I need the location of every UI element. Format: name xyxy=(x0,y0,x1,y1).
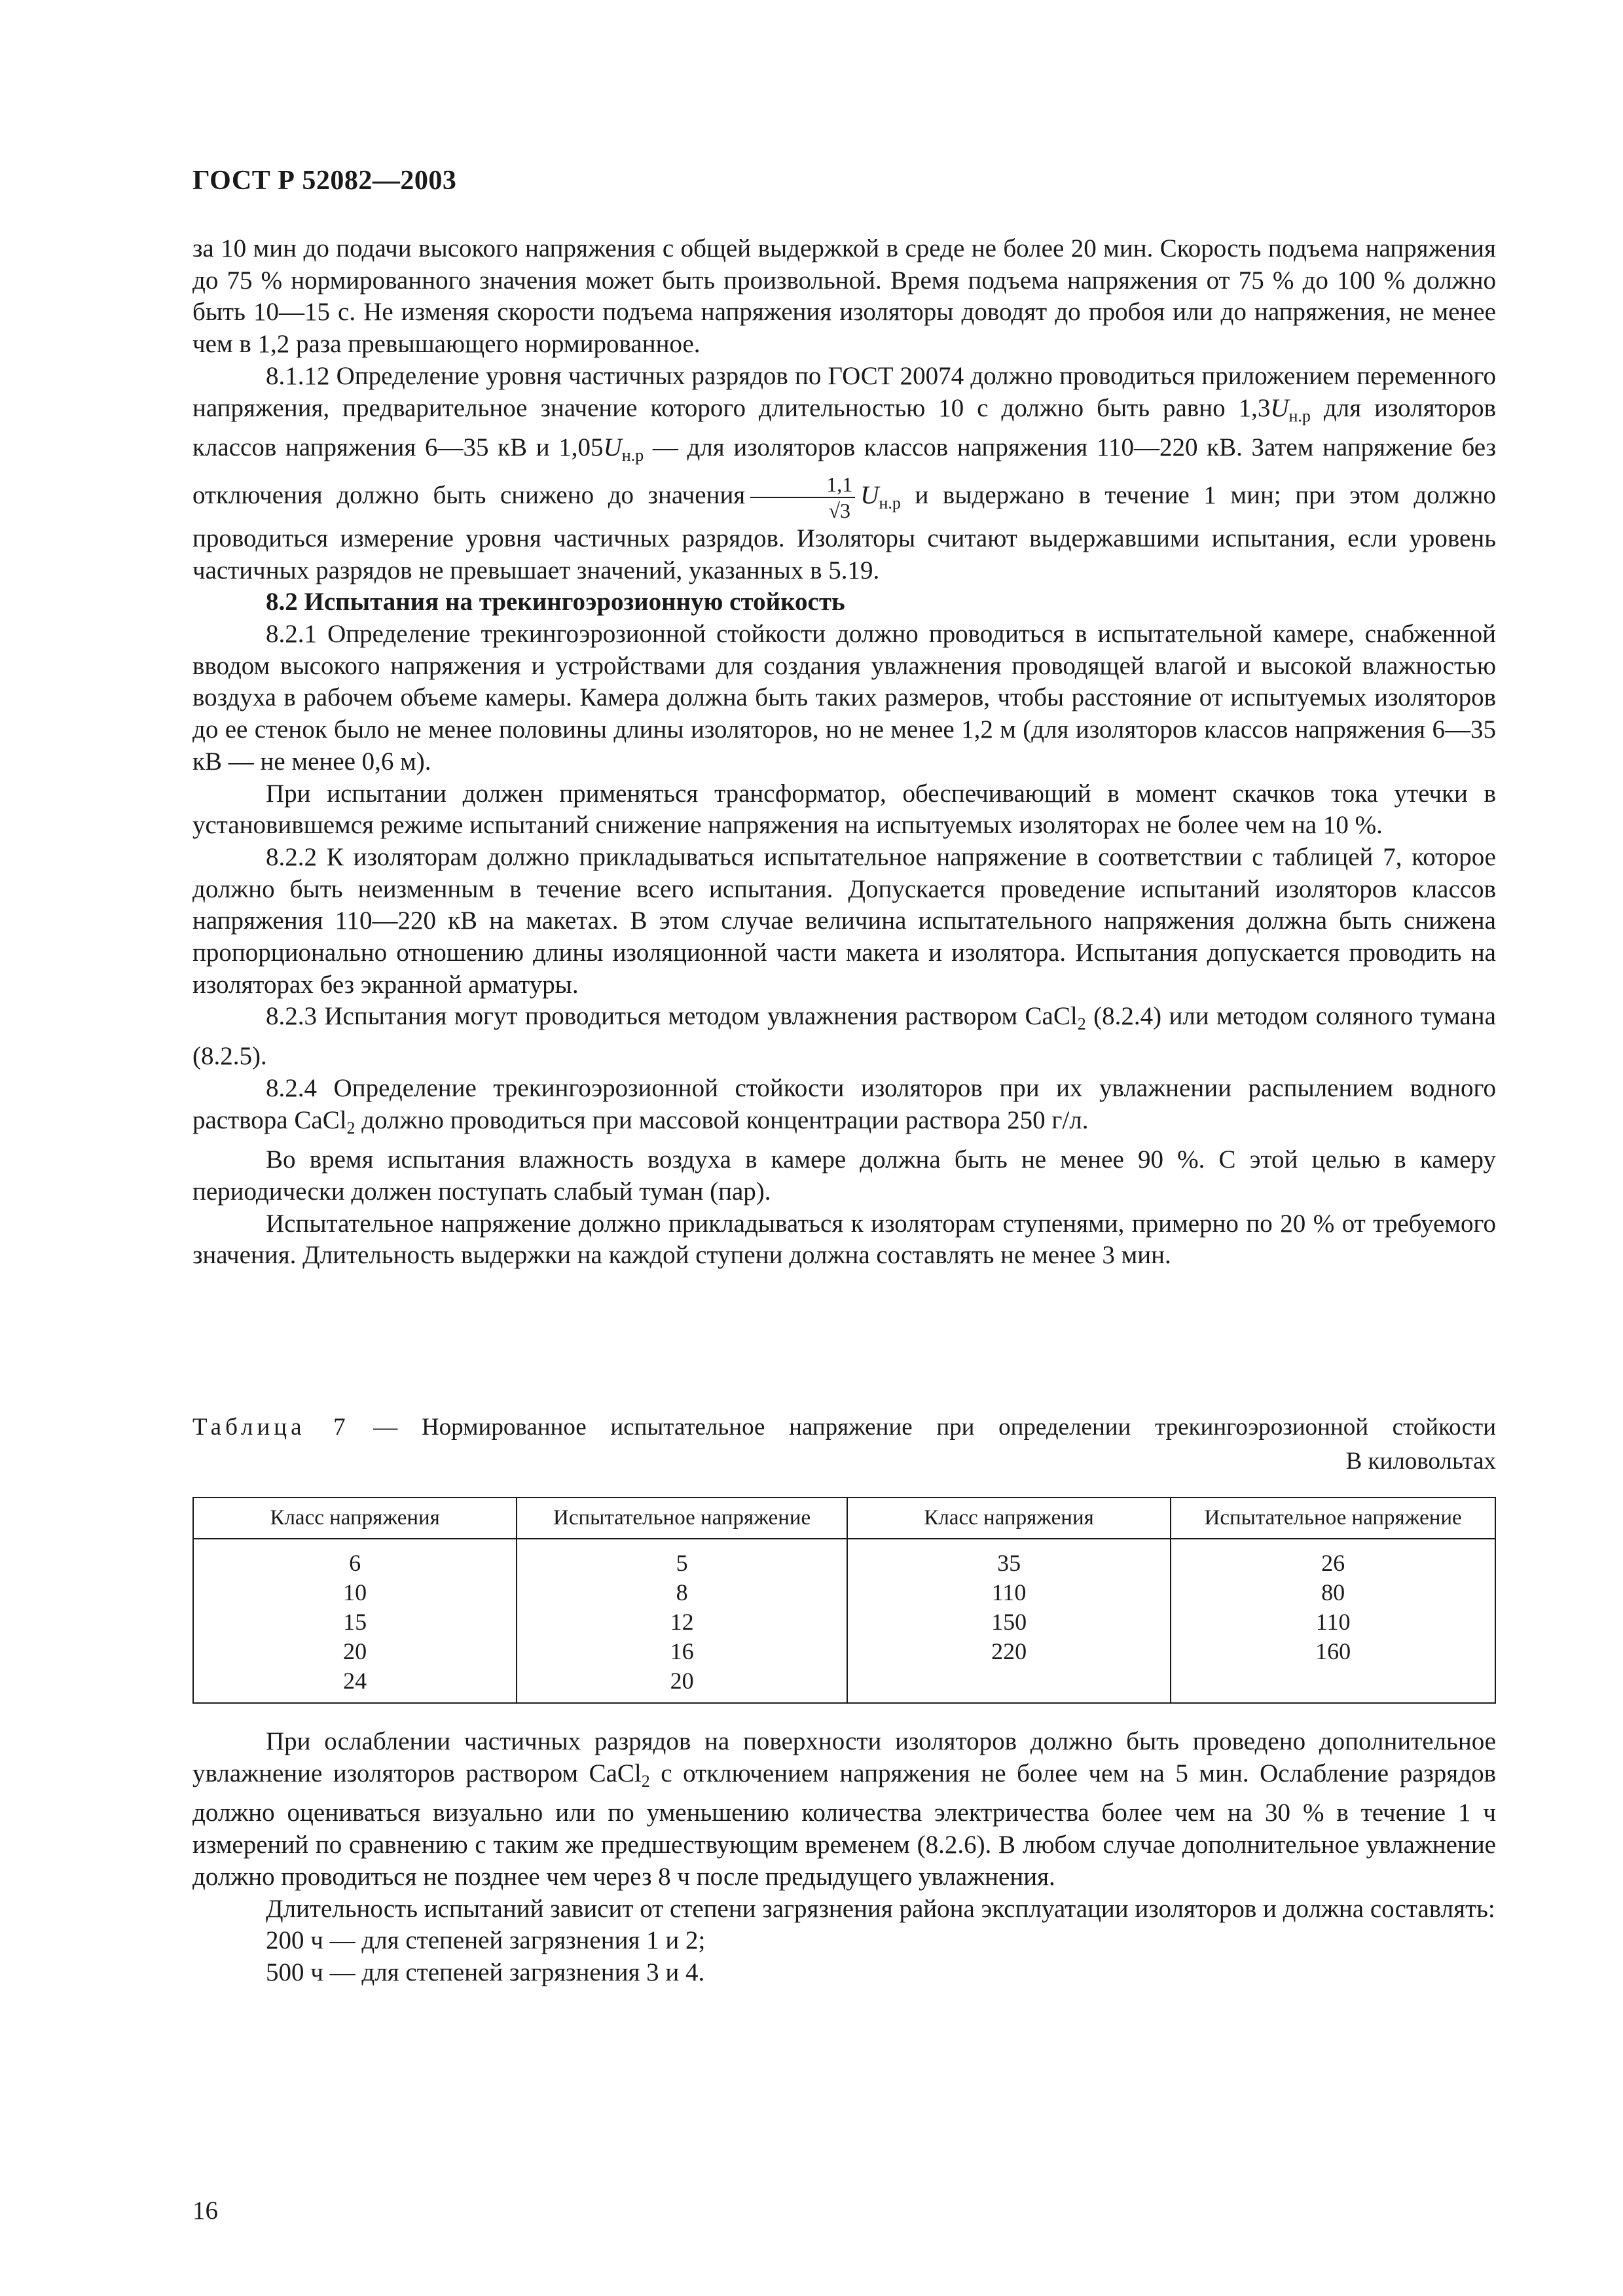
text-run: 8.2.4 Определение трекингоэрозионной стойкости изоляторов при их увлажнении распылением водного раствора CaCl xyxy=(192,1073,1496,1134)
voltage-subscript: н.р xyxy=(621,446,644,465)
text-run: При ослаблении частичных разрядов на поверхности изоляторов должно быть проведено дополнительное увлажнение изоляторов раствором CaCl xyxy=(192,1727,1496,1787)
paragraph-8-2-3 xyxy=(192,1001,1496,1072)
paragraph xyxy=(192,1726,1496,1893)
list-item: 200 ч — для степеней загрязнения 1 и 2; xyxy=(266,1926,706,1955)
table-cell: 5 8 12 16 20 xyxy=(517,1539,847,1703)
table-cell: 26 80 110 160 xyxy=(1171,1539,1495,1703)
table-caption-line xyxy=(192,1410,1496,1444)
table-header-cell: Класс напряжения xyxy=(847,1498,1171,1539)
page-number: 16 xyxy=(192,2197,218,2225)
paragraph: При испытании должен применяться трансформатор, обеспечивающий в момент скачков тока утечки в установившемся режиме испытаний снижение напряжения на испытуемых изоляторах не более чем на 10 %. xyxy=(192,779,1496,840)
text-run: 8.2.3 Испытания могут проводиться методом увлажнения раствором CaCl xyxy=(266,1002,1078,1031)
paragraph: за 10 мин до подачи высокого напряжения с общей выдержкой в среде не более 20 мин. Скорость подъема напряжения до 75 % нормированного значения может быть произвольной. Время подъема напряжения от 75 % до 100 % должно быть 10—15 с. Не изменяя скорости подъема напряжения изоляторы доводят до пробоя или до напряжения, не менее чем в 1,2 раза превышающего нормированное. xyxy=(192,234,1496,359)
table-title: — Нормированное испытательное напряжение при определении трекингоэрозионной стойкости xyxy=(349,1414,1496,1441)
text-run: 8.1.12 Определение уровня частичных разрядов по ГОСТ 20074 должно проводиться приложением переменного напряжения, предварительное значение которого длительностью 10 с должно быть равно 1,3 xyxy=(192,361,1496,422)
paragraph: Длительность испытаний зависит от степени загрязнения района эксплуатации изоляторов и должна составлять: xyxy=(266,1894,1495,1923)
table-row xyxy=(193,1539,1495,1703)
table-caption xyxy=(192,1410,1496,1479)
paragraph: Испытательное напряжение должно прикладываться к изоляторам ступенями, примерно по 20 % от требуемого значения. Длительность выдержки на каждой ступени должна составлять не менее 3 мин. xyxy=(192,1209,1496,1270)
list-item: 500 ч — для степеней загрязнения 3 и 4. xyxy=(266,1958,705,1986)
table-cell: 35 110 150 220 xyxy=(847,1539,1171,1703)
fraction-denominator: √3 xyxy=(828,498,851,522)
voltage-subscript: н.р xyxy=(879,493,901,512)
document-header: ГОСТ Р 52082—2003 xyxy=(192,166,457,196)
table-header-cell: Испытательное напряжение xyxy=(517,1498,847,1539)
paragraph-8-2-1: 8.2.1 Определение трекингоэрозионной стойкости должно проводиться в испытательной камере, снабженной вводом высокого напряжения и устройствами для создания увлажнения проводящей влагой и высокой влажностью воздуха в рабочем объеме камеры. Камера должна быть таких размеров, чтобы расстояние от испытуемых изоляторов до ее стенок было не менее половины длины изоляторов, но не менее 1,2 м (для изоляторов классов напряжения 6—35 кВ — не менее 0,6 м). xyxy=(192,620,1496,776)
table-header-cell: Класс напряжения xyxy=(193,1498,517,1539)
chemical-subscript: 2 xyxy=(346,1118,356,1138)
text-run: и выдержано в течение 1 мин; при этом должно проводиться измерение уровня частичных разрядов. Изоляторы считают выдержавшими испытания, если уровень частичных разрядов не превышает значений, указанных в 5.19. xyxy=(192,480,1496,584)
table-header-row xyxy=(193,1498,1495,1539)
paragraph-8-2-2: 8.2.2 К изоляторам должно прикладываться испытательное напряжение в соответствии с таблицей 7, которое должно быть неизменным в течение всего испытания. Допускается проведение испытаний изоляторов классов напряжения 110—220 кВ на макетах. В этом случае величина испытательного напряжения должна быть снижена пропорционально отношению длины изоляционной части макета и изолятора. Испытания допускается проводить на изоляторах без экранной арматуры. xyxy=(192,842,1496,999)
chemical-subscript: 2 xyxy=(1077,1014,1086,1034)
voltage-symbol: U xyxy=(603,433,622,462)
text-block-upper xyxy=(192,233,1496,1272)
chemical-subscript: 2 xyxy=(641,1771,650,1791)
text-block-lower xyxy=(192,1726,1496,1989)
fraction-numerator: 1,1 xyxy=(750,472,855,498)
voltage-symbol: U xyxy=(1270,393,1289,422)
text-run: с отключением напряжения не более чем на 5 мин. Ослабление разрядов должно оцениваться визуально или по уменьшению количества электричества более чем на 30 % в течение 1 ч измерений по сравнению с таким же предшествующим временем (8.2.6). В любом случае дополнительное увлажнение должно проводиться не позднее чем через 8 ч после предыдущего увлажнения. xyxy=(192,1759,1497,1891)
table-header-cell: Испытательное напряжение xyxy=(1171,1498,1495,1539)
table-7 xyxy=(192,1497,1496,1704)
text-run: (8.2.4) или методом соляного тумана (8.2.5). xyxy=(192,1002,1496,1071)
voltage-symbol: U xyxy=(860,480,879,509)
text-run: — для изоляторов классов напряжения 110—220 кВ. Затем напряжение без отключения должно быть снижено до значения xyxy=(192,433,1496,509)
paragraph-8-1-12 xyxy=(192,361,1496,587)
table-cell: 6 10 15 20 24 xyxy=(193,1539,517,1703)
table-label: Таблица 7 xyxy=(192,1414,350,1441)
paragraph: Во время испытания влажность воздуха в камере должна быть не менее 90 %. С этой целью в камеру периодически должен поступать слабый туман (пар). xyxy=(192,1145,1496,1206)
text-run: для изоляторов классов напряжения 6—35 кВ и 1,05 xyxy=(192,393,1496,462)
voltage-subscript: н.р xyxy=(1288,406,1311,425)
section-heading: 8.2 Испытания на трекингоэрозионную стойкость xyxy=(266,588,845,617)
text-run: должно проводиться при массовой концентрации раствора 250 г/л. xyxy=(355,1105,1089,1134)
fraction xyxy=(750,472,855,523)
paragraph-8-2-4 xyxy=(192,1073,1496,1144)
table-units: В киловольтах xyxy=(1345,1448,1496,1475)
